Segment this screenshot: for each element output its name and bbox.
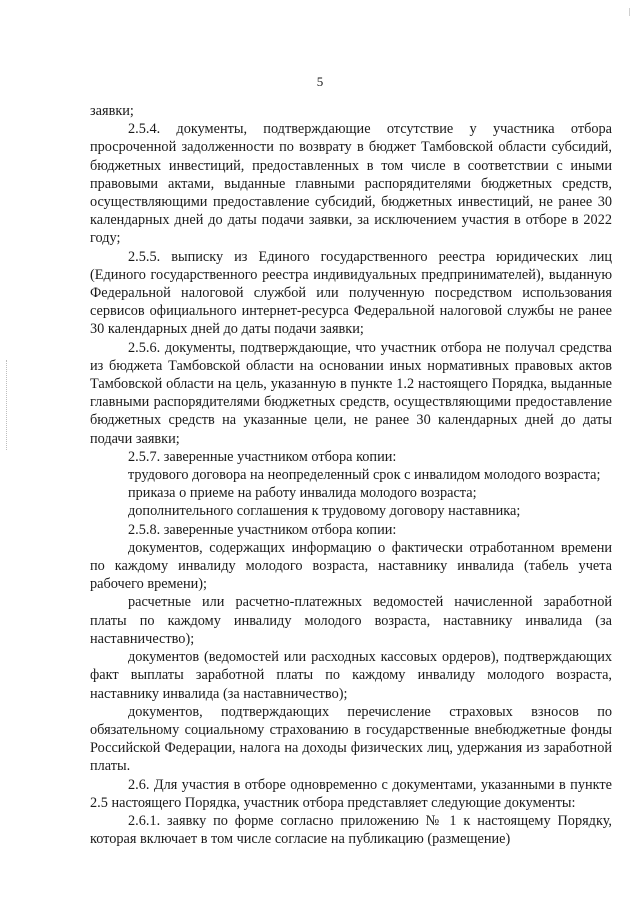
- paragraph: 2.5.4. документы, подтверждающие отсутствие у участника отбора просроченной задолженности по возврату в бюджет Тамбовской области субсидий, бюджетных инвестиций, предоставленных в том числе в соответствии с иными правовыми актами, выданные главными распорядителями бюджетных средств, осуществляющими предоставление субсидий, бюджетных инвестиций, не ранее 30 календарных дней до даты подачи заявки, за исключением участия в отборе в 2022 году;: [90, 121, 612, 247]
- paragraph: 2.5.8. заверенные участником отбора копии:: [128, 521, 397, 538]
- scan-artifact: [629, 8, 630, 16]
- paragraph: 2.6. Для участия в отборе одновременно с документами, указанными в пункте 2.5 настоящего Порядка, участник отбора представляет следующие документы:: [90, 776, 612, 811]
- paragraph: 2.6.1. заявку по форме согласно приложению № 1 к настоящему Порядку, которая включает в том числе согласие на публикацию (размещение): [90, 812, 612, 848]
- paragraph: приказа о приеме на работу инвалида молодого возраста;: [128, 485, 477, 502]
- paragraph: дополнительного соглашения к трудовому договору наставника;: [128, 503, 521, 520]
- page-number: 5: [316, 74, 324, 89]
- document-body: [90, 102, 612, 848]
- margin-stamp-mark: [6, 360, 9, 450]
- paragraph: документов, содержащих информацию о фактически отработанном времени по каждому инвалиду молодого возраста, наставнику инвалида (табель учета рабочего времени);: [90, 539, 612, 593]
- paragraph: документов (ведомостей или расходных кассовых ордеров), подтверждающих факт выплаты заработной платы по каждому инвалиду молодого возраста, наставнику инвалида (за наставничество);: [90, 649, 612, 702]
- paragraph: 2.5.5. выписку из Единого государственного реестра юридических лиц (Единого государственного реестра индивидуальных предпринимателей), выданную Федеральной налоговой службой или полученную посредством использования сервисов официального интернет-ресурса Федеральной налоговой службы не ранее 30 календарных дней до даты подачи заявки;: [90, 248, 612, 338]
- paragraph: документов, подтверждающих перечисление страховых взносов по обязательному социальному страхованию в государственные внебюджетные фонды Российской Федерации, налога на доходы физических лиц, удержания из заработной платы.: [90, 703, 612, 775]
- paragraph: заявки;: [90, 103, 134, 119]
- paragraph: 2.5.7. заверенные участником отбора копии:: [128, 448, 397, 465]
- paragraph: трудового договора на неопределенный срок с инвалидом молодого возраста;: [128, 467, 601, 484]
- paragraph: расчетные или расчетно-платежных ведомостей начисленной заработной платы по каждому инвалиду молодого возраста, наставнику инвалида (за наставничество);: [90, 594, 612, 647]
- paragraph: 2.5.6. документы, подтверждающие, что участник отбора не получал средства из бюджета Тамбовской области на основании иных нормативных правовых актов Тамбовской области на цель, указанную в пункте 1.2 настоящего Порядка, выданные главными распорядителями бюджетных средств, осуществляющими предоставление бюджетных средств на указанные цели, не ранее 30 календарных дней до даты подачи заявки;: [90, 339, 612, 447]
